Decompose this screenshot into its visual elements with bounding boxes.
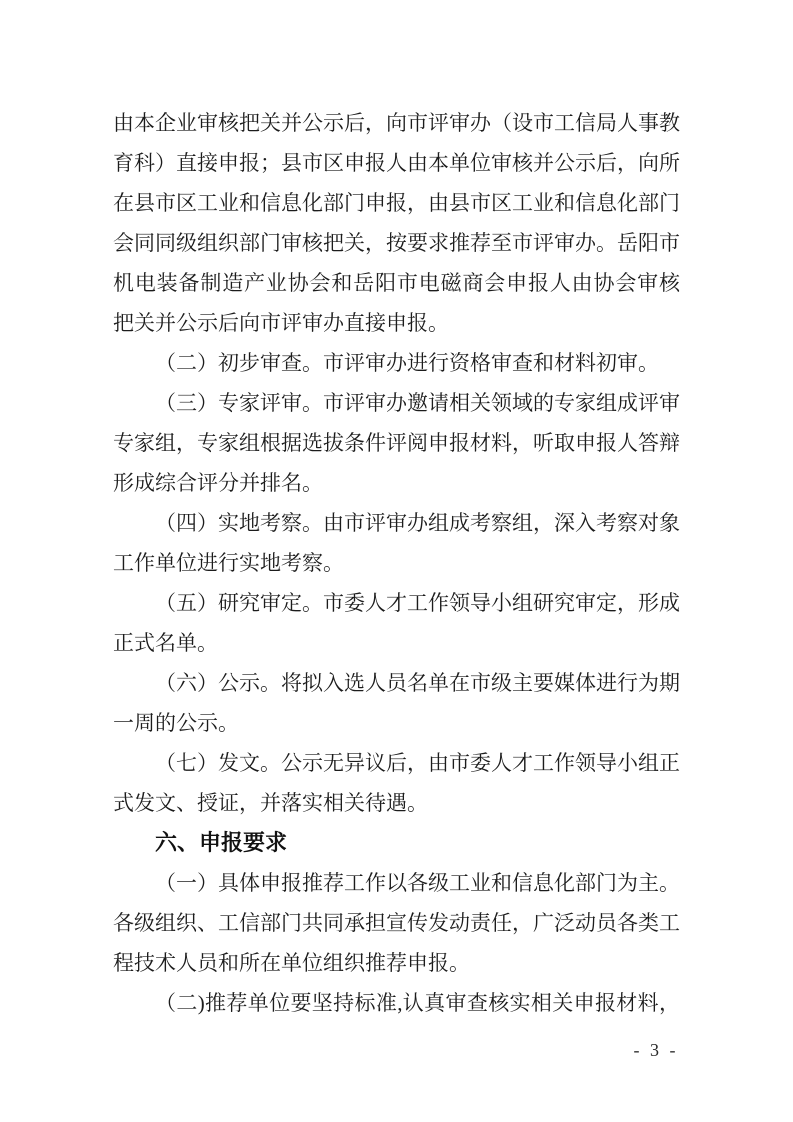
text-line: （一）具体申报推荐工作以各级工业和信息化部门为主。 bbox=[155, 871, 680, 895]
text-line: 工作单位进行实地考察。 bbox=[113, 551, 344, 575]
text-line: 一周的公示。 bbox=[113, 711, 239, 735]
text-line: 式发文、授证，并落实相关待遇。 bbox=[113, 791, 428, 815]
text-line: 专家组，专家组根据选拔条件评阅申报材料，听取申报人答辩 bbox=[113, 431, 680, 455]
text-line: （三）专家评审。市评审办邀请相关领域的专家组成评审 bbox=[155, 391, 680, 415]
text-line: （四）实地考察。由市评审办组成考察组，深入考察对象 bbox=[155, 511, 680, 535]
text-line: 各级组织、工信部门共同承担宣传发动责任，广泛动员各类工 bbox=[113, 911, 680, 935]
text-line: （六）公示。将拟入选人员名单在市级主要媒体进行为期 bbox=[155, 671, 680, 695]
section-heading: 六、申报要求 bbox=[155, 830, 288, 855]
text-line: 把关并公示后向市评审办直接申报。 bbox=[113, 311, 449, 335]
text-line: 程技术人员和所在单位组织推荐申报。 bbox=[113, 951, 470, 975]
text-line: 形成综合评分并排名。 bbox=[113, 471, 323, 495]
text-line: （七）发文。公示无异议后，由市委人才工作领导小组正 bbox=[155, 751, 680, 775]
text-line: （五）研究审定。市委人才工作领导小组研究审定，形成 bbox=[155, 591, 680, 615]
document-body bbox=[113, 103, 680, 1023]
text-line: 会同同级组织部门审核把关，按要求推荐至市评审办。岳阳市 bbox=[113, 231, 680, 255]
text-line: 正式名单。 bbox=[113, 631, 218, 655]
text-line: （二)推荐单位要坚持标准,认真审查核实相关申报材料， bbox=[155, 991, 680, 1015]
text-line: 育科）直接申报；县市区申报人由本单位审核并公示后，向所 bbox=[113, 151, 680, 175]
text-line: 在县市区工业和信息化部门申报，由县市区工业和信息化部门 bbox=[113, 191, 680, 215]
text-line: （二）初步审查。市评审办进行资格审查和材料初审。 bbox=[155, 351, 659, 375]
text-line: 由本企业审核把关并公示后，向市评审办（设市工信局人事教 bbox=[113, 111, 680, 135]
page-number: - 3 - bbox=[633, 1040, 679, 1060]
text-line: 机电装备制造产业协会和岳阳市电磁商会申报人由协会审核 bbox=[113, 271, 680, 295]
